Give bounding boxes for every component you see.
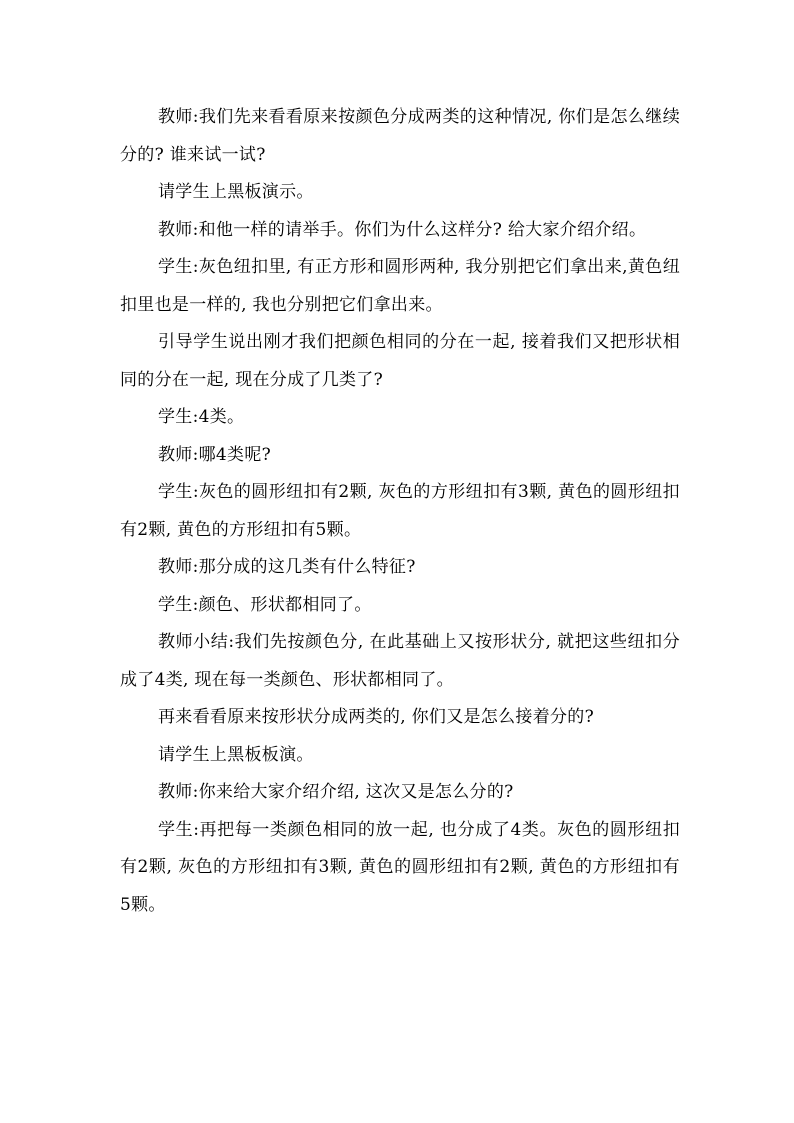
paragraph-teacher-which-four: 教师:哪4类呢? bbox=[158, 444, 272, 465]
paragraph-teacher-raise-hands: 教师:和他一样的请举手。你们为什么这样分? 给大家介绍介绍。 bbox=[158, 219, 647, 240]
paragraph-teacher-introduce: 教师:你来给大家介绍介绍, 这次又是怎么分的? bbox=[158, 782, 514, 802]
paragraph-student-final-counts: 学生:再把每一类颜色相同的放一起, 也分成了4类。灰色的圆形纽扣有2颗, 灰色的方形纽扣有3颗, 黄色的圆形纽扣有2颗, 黄色的方形纽扣有5颗。 bbox=[120, 819, 680, 915]
paragraph-student-counts: 学生:灰色的圆形纽扣有2颗, 灰色的方形纽扣有3颗, 黄色的圆形纽扣有2颗, 黄色的方形纽扣有5颗。 bbox=[120, 482, 680, 540]
paragraph-student-board: 请学生上黑板板演。 bbox=[158, 744, 314, 765]
paragraph-student-same: 学生:颜色、形状都相同了。 bbox=[158, 594, 372, 615]
paragraph-teacher-summary: 教师小结:我们先按颜色分, 在此基础上又按形状分, 就把这些纽扣分成了4类, 现在每一类颜色、形状都相同了。 bbox=[120, 632, 680, 690]
paragraph-student-demo: 请学生上黑板演示。 bbox=[158, 182, 314, 202]
paragraph-teacher-question: 教师:我们先来看看原来按颜色分成两类的这种情况, 你们是怎么继续分的? 谁来试一试? bbox=[120, 107, 680, 165]
paragraph-guide-students: 引导学生说出刚才我们把颜色相同的分在一起, 接着我们又把形状相同的分在一起, 现在分成了几类了? bbox=[120, 332, 680, 390]
paragraph-teacher-features: 教师:那分成的这几类有什么特征? bbox=[158, 557, 416, 577]
paragraph-shape-split: 再来看看原来按形状分成两类的, 你们又是怎么接着分的? bbox=[158, 707, 595, 727]
paragraph-student-four-types: 学生:4类。 bbox=[158, 407, 245, 427]
paragraph-student-explain: 学生:灰色纽扣里, 有正方形和圆形两种, 我分别把它们拿出来,黄色纽扣里也是一样的, 我也分别把它们拿出来。 bbox=[120, 257, 680, 315]
document-body bbox=[120, 99, 680, 924]
